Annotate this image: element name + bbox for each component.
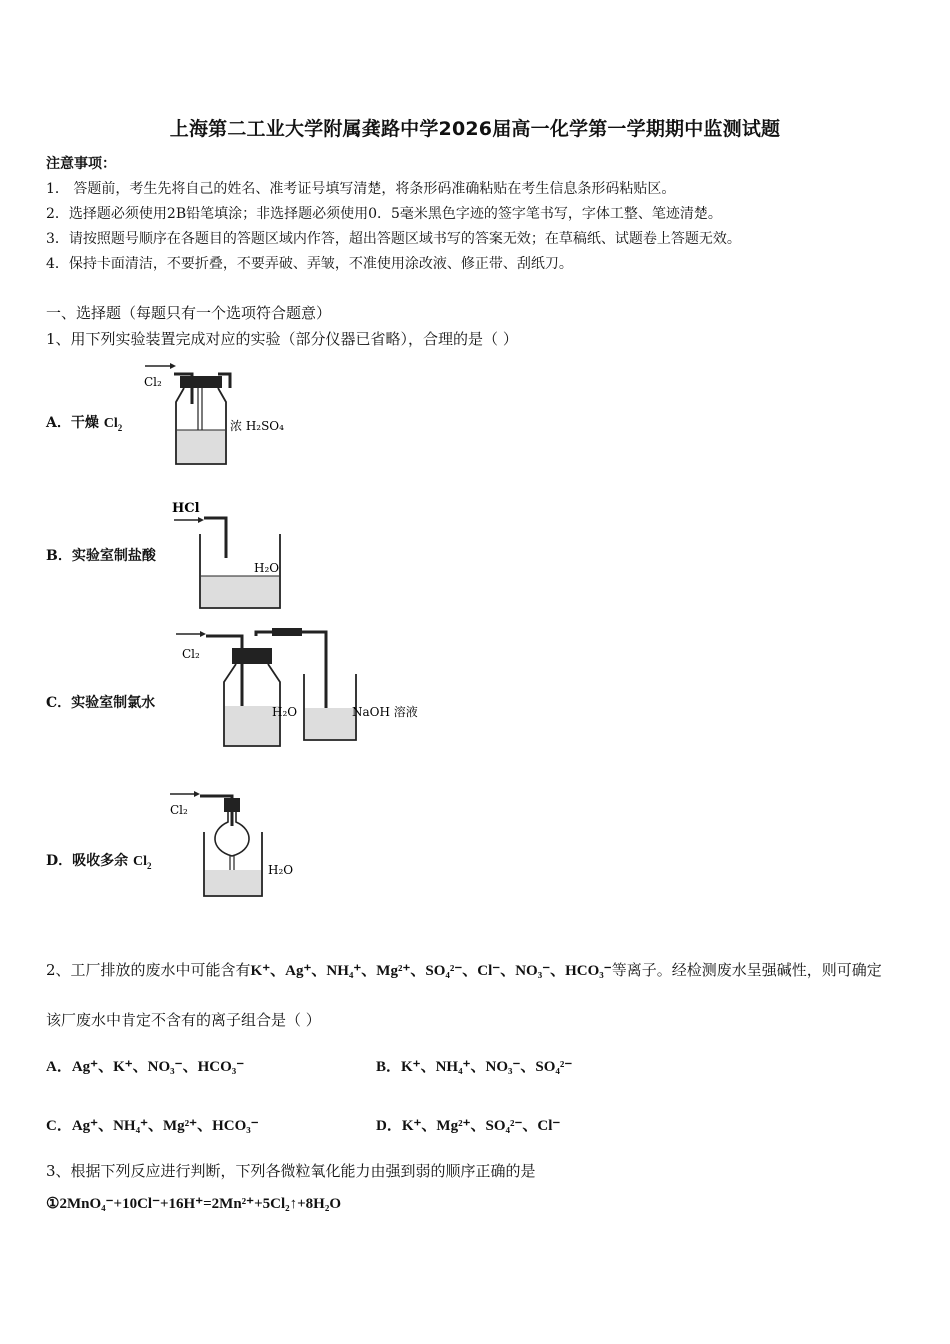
notice-heading: 注意事项：: [46, 156, 116, 172]
fig-a-liquid: 浓 H₂SO₄: [230, 419, 284, 433]
q3-equation-1: ①2MnO₄⁻+10Cl⁻+16H⁺=2Mn²⁺+5Cl₂↑+8H₂O: [46, 1196, 342, 1212]
option-a[interactable]: [46, 412, 122, 433]
option-d[interactable]: [46, 850, 152, 871]
option-c[interactable]: [46, 692, 155, 712]
fig-b-liquid: H₂O: [254, 561, 280, 575]
question-1-stem: 1、用下列实验装置完成对应的实验（部分仪器已省略），合理的是（ ）: [46, 330, 518, 348]
question-2-stem: [46, 959, 882, 980]
q2-stem-b: 等离子。经检测废水呈强碱性，则可确定: [611, 961, 882, 979]
notice-item: 3．请按照题号顺序在各题目的答题区域内作答，超出答题区域书写的答案无效；在草稿纸、试题卷上答题无效。: [46, 231, 741, 247]
option-a-chem: Cl: [103, 416, 118, 431]
option-a-label: A．干燥: [46, 415, 99, 431]
notice-item: 2．选择题必须使用2B铅笔填涂；非选择题必须使用0．5毫米黑色字迹的签字笔书写，字体工整、笔迹清楚。: [46, 206, 722, 222]
apparatus-c-figure: [172, 624, 442, 750]
fig-c-liquid1: H₂O: [272, 705, 298, 719]
fig-b-gas: HCl: [172, 501, 200, 516]
q2-option-d[interactable]: D．K⁺、Mg²⁺、SO₄²⁻、Cl⁻: [376, 1118, 561, 1134]
fig-d-liquid: H₂O: [268, 863, 294, 877]
q2-option-c[interactable]: C．Ag⁺、NH₄⁺、Mg²⁺、HCO₃⁻: [46, 1118, 259, 1134]
notice-item: 4．保持卡面清洁，不要折叠，不要弄破、弄皱，不准使用涂改液、修正带、刮纸刀。: [46, 256, 573, 272]
option-b[interactable]: [46, 545, 156, 565]
apparatus-a-figure: [140, 358, 300, 470]
option-a-chem-sub: 2: [117, 422, 123, 433]
page-title: 上海第二工业大学附属龚路中学2026届高一化学第一学期期中监测试题: [169, 118, 781, 140]
option-b-label: B．实验室制盐酸: [46, 548, 156, 564]
apparatus-b-figure: [170, 498, 290, 614]
option-d-chem-sub: 2: [147, 860, 152, 871]
option-d-label: D．吸收多余: [46, 853, 129, 869]
fig-c-gas: Cl₂: [182, 647, 200, 661]
fig-c-liquid2: NaOH 溶液: [352, 705, 418, 719]
apparatus-d-figure: [166, 786, 306, 916]
section-heading: 一、选择题（每题只有一个选项符合题意）: [46, 304, 332, 322]
q2-option-a[interactable]: A．Ag⁺、K⁺、NO₃⁻、HCO₃⁻: [46, 1059, 245, 1075]
option-c-label: C．实验室制氯水: [46, 695, 156, 711]
question-2-stem-cont: 该厂废水中肯定不含有的离子组合是（ ）: [46, 1011, 321, 1029]
notice-item: 1． 答题前，考生先将自己的姓名、准考证号填写清楚，将条形码准确粘贴在考生信息条形码粘贴区。: [46, 181, 676, 197]
q2-stem-a: 2、工厂排放的废水中可能含有: [46, 961, 251, 979]
q2-option-b[interactable]: B．K⁺、NH₄⁺、NO₃⁻、SO₄²⁻: [376, 1059, 573, 1075]
option-d-chem: Cl: [133, 854, 148, 869]
q2-ions: K⁺、Ag⁺、NH₄⁺、Mg²⁺、SO₄²⁻、Cl⁻、NO₃⁻、HCO₃⁻: [250, 963, 612, 979]
fig-a-gas: Cl₂: [144, 375, 162, 389]
fig-d-gas: Cl₂: [170, 803, 188, 817]
question-3-stem: 3、根据下列反应进行判断，下列各微粒氧化能力由强到弱的顺序正确的是: [46, 1162, 536, 1180]
